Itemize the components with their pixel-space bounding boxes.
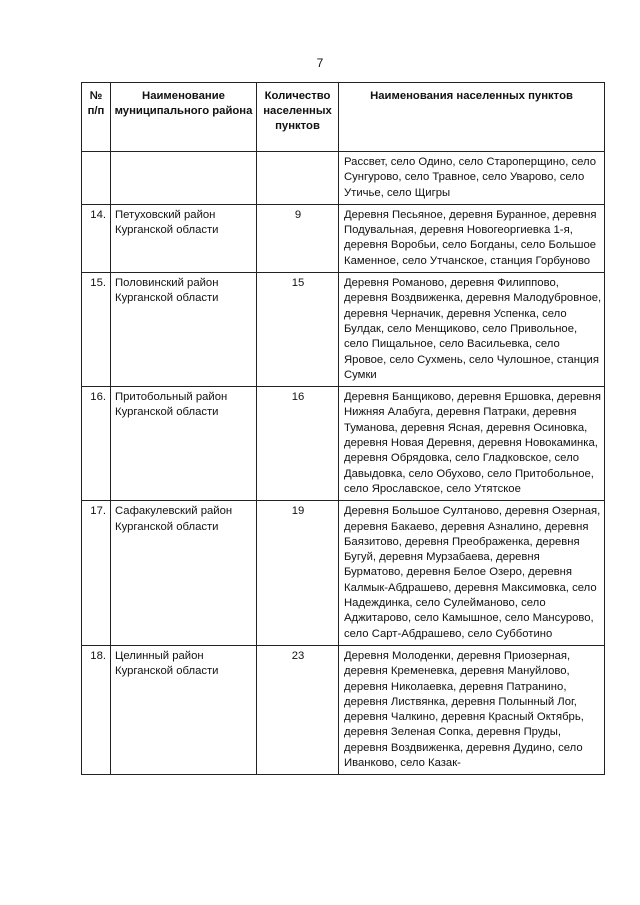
settlements-list: Деревня Банщиково, деревня Ершовка, деревня Нижняя Алабуга, деревня Патраки, деревня Туманова, деревня Ясная, деревня Осиновка, деревня Новая Деревня, деревня Новокаминка, деревня Обрядовка, село Гладковское, село Давыдовка, село Обухово, село Притобольное, село Ярославское, село Утятское	[339, 387, 605, 501]
settlement-count: 15	[257, 273, 339, 387]
settlements-list: Рассвет, село Одино, село Староперщино, село Сунгурово, село Травное, село Уварово, село Утичье, село Щигры	[339, 152, 605, 205]
settlement-count: 16	[257, 387, 339, 501]
district-name: Притобольный район Курганской области	[111, 387, 257, 501]
table-row	[82, 387, 605, 501]
table-row	[82, 273, 605, 387]
empty-cell	[111, 152, 257, 205]
table-row	[82, 501, 605, 646]
empty-cell	[257, 152, 339, 205]
empty-cell	[82, 152, 111, 205]
page-number: 7	[316, 56, 324, 70]
table-row-continuation	[82, 152, 605, 205]
header-count: Количество населенных пунктов	[257, 83, 339, 152]
row-number: 17.	[82, 501, 111, 646]
district-name: Петуховский район Курганской области	[111, 204, 257, 272]
table-row	[82, 645, 605, 774]
settlements-list: Деревня Большое Султаново, деревня Озерная, деревня Бакаево, деревня Азналино, деревня Баязитово, деревня Преображенка, деревня Бугуй, деревня Мурзабаева, деревня Бурматово, деревня Белое Озеро, деревня Калмык-Абдрашево, деревня Максимовка, село Надеждинка, село Сулейманово, село Аджитарово, село Камышное, село Мансурово, село Сарт-Абдрашево, село Субботино	[339, 501, 605, 646]
header-names: Наименования населенных пунктов	[339, 83, 605, 152]
settlements-table	[81, 82, 605, 775]
district-name: Половинский район Курганской области	[111, 273, 257, 387]
settlement-count: 9	[257, 204, 339, 272]
row-number: 15.	[82, 273, 111, 387]
header-district: Наименование муниципального района	[111, 83, 257, 152]
row-number: 14.	[82, 204, 111, 272]
header-num: № п/п	[82, 83, 111, 152]
settlements-list: Деревня Молоденки, деревня Приозерная, деревня Кременевка, деревня Мануйлово, деревня Николаевка, деревня Патранино, деревня Листвянка, деревня Полынный Лог, деревня Чалкино, деревня Красный Октябрь, деревня Зеленая Сопка, деревня Пруды, деревня Воздвиженка, деревня Дудино, село Иванково, село Казак-	[339, 645, 605, 774]
table-row	[82, 204, 605, 272]
row-number: 18.	[82, 645, 111, 774]
settlement-count: 23	[257, 645, 339, 774]
row-number: 16.	[82, 387, 111, 501]
settlements-list: Деревня Романово, деревня Филиппово, деревня Воздвиженка, деревня Малодубровное, деревня Черначик, деревня Успенка, село Булдак, село Менщиково, село Привольное, село Пищальное, село Васильевка, село Яровое, село Сухмень, село Чулошное, станция Сумки	[339, 273, 605, 387]
district-name: Целинный район Курганской области	[111, 645, 257, 774]
table-header-row	[82, 83, 605, 152]
settlement-count: 19	[257, 501, 339, 646]
district-name: Сафакулевский район Курганской области	[111, 501, 257, 646]
settlements-list: Деревня Песьяное, деревня Буранное, деревня Подувальная, деревня Новогеоргиевка 1-я, деревня Воробьи, село Богданы, село Большое Каменное, село Утчанское, станция Горбуново	[339, 204, 605, 272]
